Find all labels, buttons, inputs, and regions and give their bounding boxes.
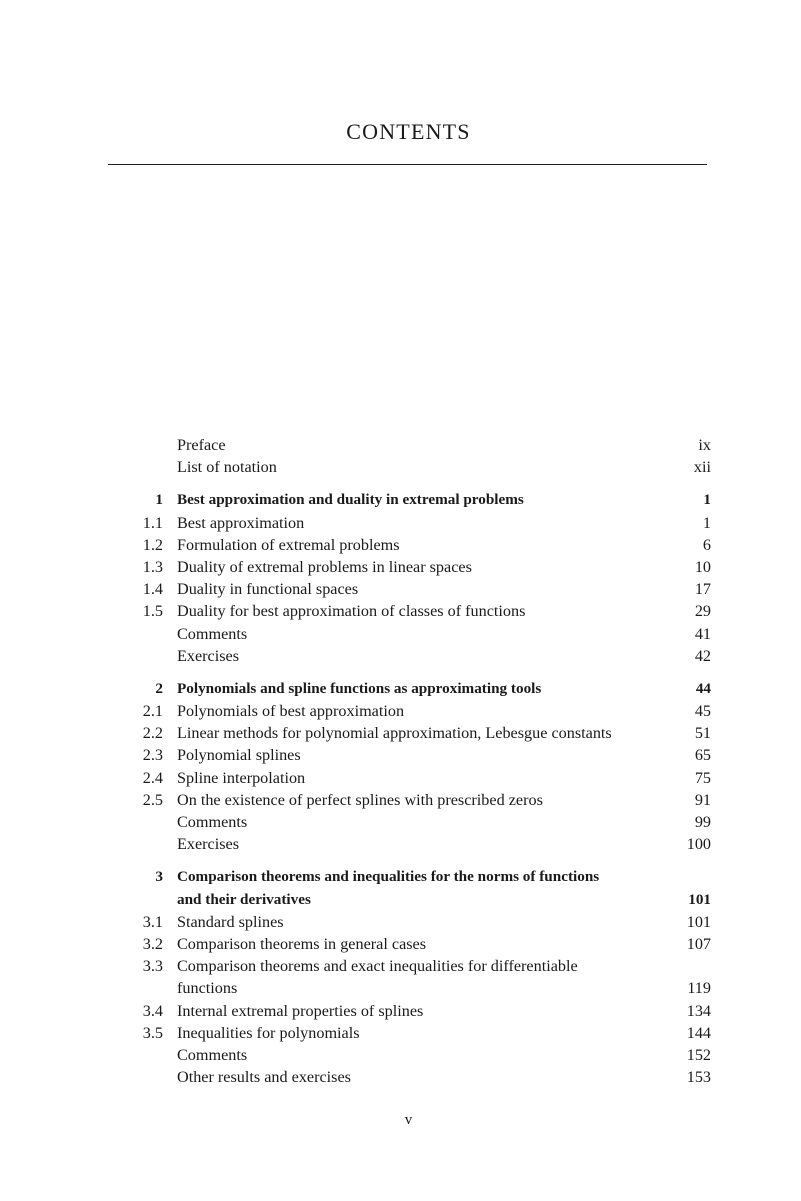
section-title: Duality of extremal problems in linear spaces bbox=[177, 557, 472, 576]
toc-entry-page: ix bbox=[698, 436, 711, 454]
section-title: Comments bbox=[177, 1045, 248, 1064]
section-page: 100 bbox=[686, 835, 711, 854]
toc-chapter-3-cont[interactable] bbox=[100, 889, 711, 911]
section-title: Internal extremal properties of splines bbox=[177, 1001, 424, 1020]
section-number: 2.1 bbox=[142, 702, 163, 721]
section-page: 107 bbox=[686, 934, 711, 953]
section-number: 1.4 bbox=[142, 580, 163, 599]
section-title: Duality in functional spaces bbox=[177, 580, 359, 599]
section-number: 3.1 bbox=[142, 912, 163, 931]
section-page: 119 bbox=[687, 979, 711, 998]
section-title-line-1: Comparison theorems and exact inequalities for differentiable bbox=[177, 957, 578, 976]
chapter-title-line-2: and their derivatives bbox=[177, 890, 311, 908]
section-title: Linear methods for polynomial approximation, Lebesgue constants bbox=[177, 724, 612, 743]
title-rule bbox=[108, 164, 707, 165]
section-page: 10 bbox=[694, 557, 711, 576]
chapter-page: 101 bbox=[688, 890, 711, 908]
toc-section-3-5[interactable] bbox=[100, 1022, 711, 1044]
chapter-title: Polynomials and spline functions as approximating tools bbox=[177, 679, 542, 697]
section-number: 1.5 bbox=[142, 602, 163, 621]
toc-section-3-2[interactable] bbox=[100, 933, 711, 955]
section-title: On the existence of perfect splines with prescribed zeros bbox=[177, 790, 543, 809]
section-number: 3.4 bbox=[142, 1001, 163, 1020]
section-title: Comments bbox=[177, 813, 248, 831]
section-title: Comments bbox=[177, 624, 248, 643]
toc-section-2-5[interactable] bbox=[100, 789, 711, 811]
toc-section-1-exercises[interactable] bbox=[100, 645, 711, 667]
section-number: 2.3 bbox=[142, 746, 163, 765]
toc-section-3-other-results[interactable] bbox=[100, 1066, 711, 1088]
section-number: 3.5 bbox=[142, 1023, 163, 1042]
toc-entry-preface[interactable] bbox=[100, 434, 711, 456]
section-page: 6 bbox=[702, 535, 711, 554]
section-title: Polynomial splines bbox=[177, 746, 301, 765]
chapter-number: 2 bbox=[155, 679, 163, 697]
section-page: 51 bbox=[694, 724, 711, 743]
section-page: 29 bbox=[694, 602, 711, 621]
toc-chapter-3[interactable] bbox=[100, 866, 711, 888]
toc-section-2-comments[interactable] bbox=[100, 811, 711, 833]
section-number: 2.2 bbox=[142, 724, 163, 743]
chapter-title-line-1: Comparison theorems and inequalities for the norms of functions bbox=[177, 868, 600, 886]
section-title: Best approximation bbox=[177, 513, 305, 532]
section-number: 1.3 bbox=[142, 557, 163, 576]
chapter-page: 44 bbox=[695, 679, 711, 697]
section-title: Comparison theorems in general cases bbox=[177, 934, 427, 953]
section-number: 3.3 bbox=[142, 957, 163, 976]
toc-section-2-2[interactable] bbox=[100, 722, 711, 744]
toc-section-1-2[interactable] bbox=[100, 534, 711, 556]
chapter-page: 1 bbox=[703, 491, 711, 509]
section-title-line-2: functions bbox=[177, 979, 238, 998]
section-page: 65 bbox=[694, 746, 711, 765]
chapter-number: 3 bbox=[155, 868, 163, 886]
section-page: 152 bbox=[686, 1045, 711, 1064]
section-title: Spline interpolation bbox=[177, 768, 306, 787]
toc-chapter-1[interactable] bbox=[100, 489, 711, 511]
toc-section-1-5[interactable] bbox=[100, 600, 711, 622]
section-page: 101 bbox=[686, 912, 711, 931]
section-number: 3.2 bbox=[142, 934, 163, 953]
section-page: 91 bbox=[694, 790, 711, 809]
section-title: Inequalities for polynomials bbox=[177, 1023, 360, 1042]
section-page: 45 bbox=[694, 702, 711, 721]
chapter-title: Best approximation and duality in extremal problems bbox=[177, 491, 524, 509]
toc-section-1-comments[interactable] bbox=[100, 623, 711, 645]
chapter-number: 1 bbox=[155, 491, 163, 509]
toc-entry-label: List of notation bbox=[177, 458, 277, 477]
toc-section-2-4[interactable] bbox=[100, 767, 711, 789]
section-page: 41 bbox=[694, 624, 711, 643]
toc-section-3-1[interactable] bbox=[100, 911, 711, 933]
toc-section-1-4[interactable] bbox=[100, 578, 711, 600]
toc-section-2-3[interactable] bbox=[100, 744, 711, 766]
table-of-contents bbox=[100, 434, 711, 1088]
section-page: 134 bbox=[686, 1001, 711, 1020]
toc-entry-list-of-notation[interactable] bbox=[100, 456, 711, 478]
section-page: 42 bbox=[694, 646, 711, 665]
section-number: 2.4 bbox=[142, 768, 163, 787]
section-page: 153 bbox=[686, 1068, 711, 1087]
section-title: Exercises bbox=[177, 646, 240, 665]
section-number: 1.2 bbox=[142, 535, 163, 554]
section-page: 144 bbox=[686, 1023, 711, 1042]
page-title: CONTENTS bbox=[346, 119, 471, 144]
section-title: Exercises bbox=[177, 835, 240, 854]
toc-section-2-exercises[interactable] bbox=[100, 833, 711, 855]
section-number: 1.1 bbox=[142, 513, 163, 532]
section-title: Polynomials of best approximation bbox=[177, 702, 405, 721]
section-title: Other results and exercises bbox=[177, 1068, 351, 1087]
toc-section-3-comments[interactable] bbox=[100, 1044, 711, 1066]
toc-section-1-3[interactable] bbox=[100, 556, 711, 578]
section-page: 1 bbox=[702, 513, 711, 532]
toc-section-3-3-cont[interactable] bbox=[100, 977, 711, 999]
toc-chapter-2[interactable] bbox=[100, 678, 711, 700]
page-folio: v bbox=[404, 1112, 413, 1128]
toc-entry-page: xii bbox=[693, 458, 711, 477]
section-page: 99 bbox=[694, 813, 711, 831]
section-number: 2.5 bbox=[142, 790, 163, 809]
section-page: 75 bbox=[694, 768, 711, 787]
toc-entry-label: Preface bbox=[177, 436, 226, 454]
section-title: Standard splines bbox=[177, 912, 284, 931]
toc-section-3-4[interactable] bbox=[100, 1000, 711, 1022]
toc-section-3-3[interactable] bbox=[100, 955, 711, 977]
toc-section-1-1[interactable] bbox=[100, 512, 711, 534]
section-page: 17 bbox=[694, 580, 711, 599]
toc-section-2-1[interactable] bbox=[100, 700, 711, 722]
section-title: Formulation of extremal problems bbox=[177, 535, 400, 554]
section-title: Duality for best approximation of classes of functions bbox=[177, 602, 526, 621]
